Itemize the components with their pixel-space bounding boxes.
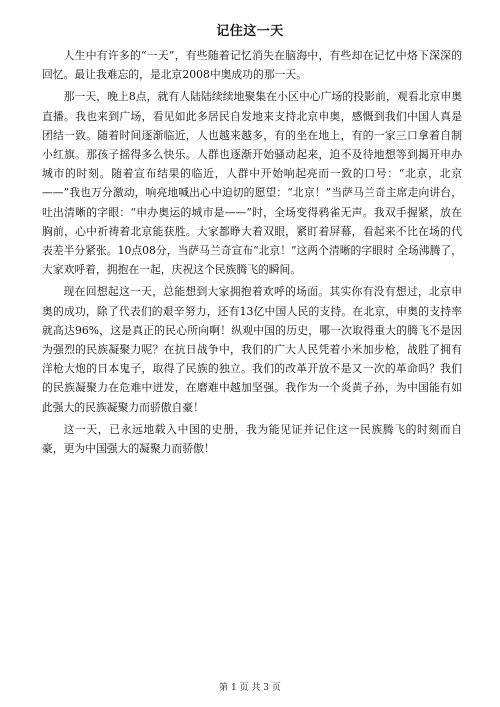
paragraph-3: 现在回想起这一天，总能想到大家拥抱着欢呼的场面。其实你有没有想过，北京申奥的成功，除了代表们的艰辛努力，还有13亿中国人民的支持。在北京，申奥的支持率就高达96%，这是真正的民心所向啊！纵观中国的历史，哪一次取得重大的腾飞不是因为强烈的民族凝聚力呢？在抗日战争中，我们的广大人民凭着小米加步枪，战胜了拥有洋枪大炮的日本鬼子，取得了民族的独立。我们的改革开放不是又一次的革命吗？我们的民族凝聚力在危难中迸发，在磨难中越加坚强。我作为一个炎黄子孙，为中国能有如此强大的民族凝聚力而骄傲自豪！ <box>42 285 462 414</box>
paragraph-4: 这一天，已永远地载入中国的史册，我为能见证并记住这一民族腾飞的时刻而自豪，更为中国强大的凝聚力而骄傲！ <box>42 422 462 456</box>
document-body <box>42 46 462 461</box>
paragraph-2: 那一天，晚上8点，就有人陆陆续续地聚集在小区中心广场的投影前，观看北京申奥直播。我也来到广场，看见如此多居民自发地来支持北京申奥，感慨到我们中国人真是团结一致。随着时间逐渐临近，人也越来越多，有的坐在地上，有的一家三口拿着自制小红旗。那孩子摇得多么快乐。人群也逐渐开始骚动起来，迫不及待地想等到揭开申办城市的时刻。随着宣布结果的临近，人群中开始响起亮而一致的口号：“北京，北京——”我也万分激动，响亮地喊出心中迫切的愿望：“北京！”当萨马兰奇主席走向讲台，吐出清晰的字眼：“申办奥运的城市是——”时，全场变得鸦雀无声。我双手握紧，放在胸前，心中祈祷着北京能获胜。大家都睁大着双眼，紧盯着屏幕，看起来不比在场的代表差半分紧张。10点08分，当萨马兰奇宣布“北京！”这两个清晰的字眼时 全场沸腾了，大家欢呼着，拥抱在一起，庆祝这个民族腾飞的瞬间。 <box>42 90 462 277</box>
document-title: 记住这一天 <box>216 24 284 39</box>
page-number-footer: 第 1 页 共 3 页 <box>219 683 281 693</box>
paragraph-1: 人生中有许多的“一天”，有些随着记忆消失在脑海中，有些却在记忆中烙下深深的回忆。最让我难忘的，是北京2008中奥成功的那一天。 <box>42 49 462 82</box>
